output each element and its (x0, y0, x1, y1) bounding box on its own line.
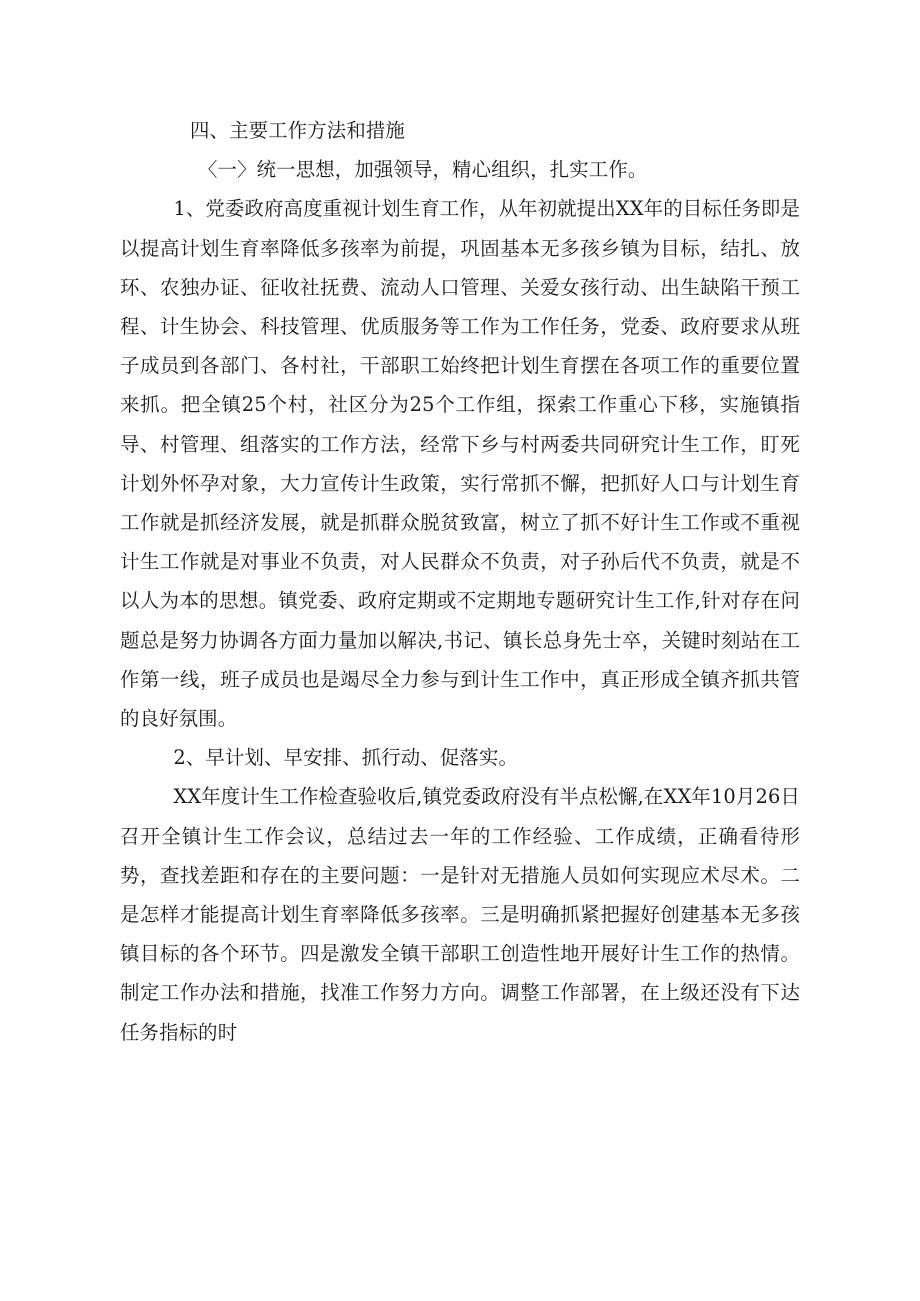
section-heading: 四、主要工作方法和措施 (190, 119, 405, 142)
subsection-heading: 〈一〉统一思想，加强领导，精心组织，扎实工作。 (198, 158, 648, 182)
paragraph-3: XX年度计生工作检查验收后,镇党委政府没有半点松懈,在XX年10月26日召开全镇计生工作会议，总结过去一年的工作经验、工作成绩，正确看待形势，查找差距和存在的主要问题：一是针对无措施人员如何实现应术尽术。二是怎样才能提高计划生育率降低多孩率。三是明确抓紧把握好创建基本无多孩镇目标的各个环节。四是激发全镇干部职工创造性地开展好计生工作的热情。制定工作办法和措施，找准工作努力方向。调整工作部署，在上级还没有下达任务指标的时 (120, 785, 800, 1044)
document-body (120, 111, 800, 1052)
paragraph-2: 2、早计划、早安排、抓行动、促落实。 (173, 746, 519, 770)
paragraph-1: 1、党委政府高度重视计划生育工作，从年初就提出XX年的目标任务即是以提高计划生育率降低多孩率为前提，巩固基本无多孩乡镇为目标，结扎、放环、农独办证、征收社抚费、流动人口管理、关爱女孩行动、出生缺陷干预工程、计生协会、科技管理、优质服务等工作为工作任务，党委、政府要求从班子成员到各部门、各村社，干部职工始终把计划生育摆在各项工作的重要位置来抓。把全镇25个村，社区分为25个工作组，探索工作重心下移，实施镇指导、村管理、组落实的工作方法，经常下乡与村两委共同研究计生工作，盯死计划外怀孕对象，大力宣传计生政策，实行常抓不懈，把抓好人口与计划生育工作就是抓经济发展，就是抓群众脱贫致富，树立了抓不好计生工作或不重视计生工作就是对事业不负责，对人民群众不负责，对子孙后代不负责，就是不以人为本的思想。镇党委、政府定期或不定期地专题研究计生工作,针对存在问题总是努力协调各方面力量加以解决,书记、镇长总身先士卒，关键时刻站在工作第一线，班子成员也是竭尽全力参与到计生工作中，真正形成全镇齐抓共管的良好氛围。 (120, 197, 800, 731)
